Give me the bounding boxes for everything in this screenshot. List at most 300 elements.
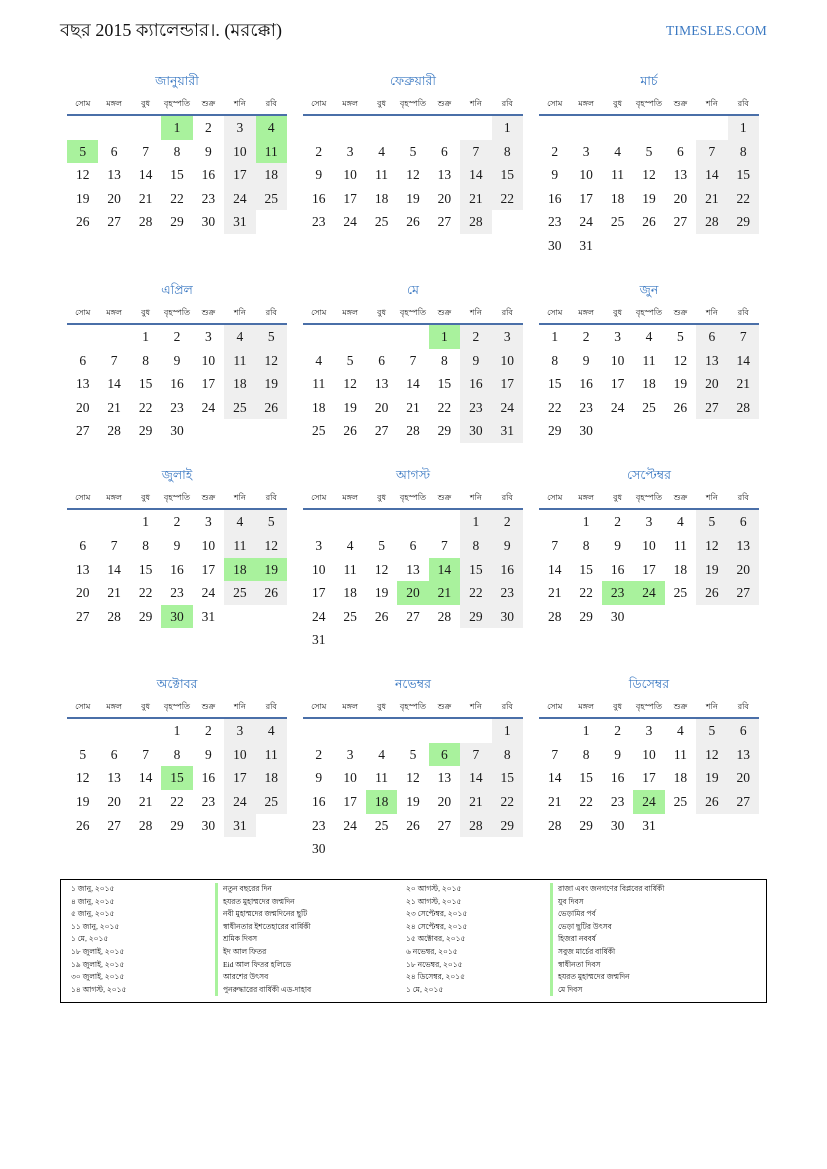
day-cell: 9 <box>551 167 559 183</box>
day-cell: 9 <box>614 537 621 553</box>
day-cell: 12 <box>642 167 656 183</box>
day-cell: 27 <box>374 423 389 439</box>
holiday-day-cell: 1 <box>429 325 460 349</box>
day-cell: 5 <box>346 352 354 368</box>
weekend-day-cell: 20 <box>728 766 759 790</box>
weekend-day-cell: 13 <box>728 743 759 767</box>
empty-day-cell <box>696 605 727 629</box>
day-cell: 7 <box>110 352 118 368</box>
day-cell: 12 <box>343 376 357 392</box>
day-grid <box>67 116 287 234</box>
weekday-label: রবি <box>501 99 513 108</box>
day-cell: 10 <box>343 770 357 786</box>
holiday-entry <box>406 883 741 896</box>
day-cell: 21 <box>107 585 121 601</box>
day-cell: 9 <box>315 770 323 786</box>
empty-day-cell <box>728 814 759 838</box>
day-cell: 27 <box>107 817 121 833</box>
holiday-date: ১৯ জুলাই, ২০১৫ <box>71 959 125 969</box>
day-cell: 27 <box>75 423 90 439</box>
empty-day-cell <box>98 325 129 349</box>
day-cell: 28 <box>547 817 562 833</box>
month-title: জানুয়ারী <box>155 74 199 88</box>
holiday-entry <box>406 933 741 946</box>
holiday-name: যুব দিবস <box>550 896 584 909</box>
weekend-day-cell: 22 <box>460 581 491 605</box>
weekday-label: বৃহস্পতি <box>163 307 191 317</box>
day-cell: 5 <box>677 328 684 344</box>
weekend-day-cell: 5 <box>696 510 727 534</box>
day-cell: 27 <box>437 817 452 833</box>
empty-day-cell <box>303 325 334 349</box>
day-cell: 24 <box>201 399 216 415</box>
day-grid <box>67 510 287 628</box>
day-cell: 29 <box>579 608 593 624</box>
day-cell: 23 <box>170 399 184 415</box>
day-cell: 4 <box>677 514 684 530</box>
month-calendar-5 <box>303 279 523 443</box>
empty-day-cell <box>130 116 161 140</box>
empty-day-cell <box>633 419 664 443</box>
holiday-entry <box>406 971 741 984</box>
day-cell: 29 <box>547 423 562 439</box>
holiday-day-cell: 14 <box>429 558 460 582</box>
day-cell: 14 <box>547 770 562 786</box>
empty-day-cell <box>492 210 523 234</box>
weekday-label: বৃহস্পতি <box>635 493 663 503</box>
empty-day-cell <box>665 814 696 838</box>
day-cell: 17 <box>343 190 357 206</box>
day-cell: 20 <box>75 585 90 601</box>
weekend-day-cell: 9 <box>492 534 523 558</box>
day-cell: 31 <box>311 632 326 648</box>
holiday-name: স্বাধীনতা দিবস <box>550 959 600 972</box>
day-cell: 10 <box>610 352 625 368</box>
weekend-day-cell: 25 <box>224 396 255 420</box>
weekend-day-cell: 15 <box>460 558 491 582</box>
day-cell: 15 <box>138 561 153 577</box>
day-cell: 14 <box>107 561 121 577</box>
weekday-label: শনি <box>705 99 718 108</box>
day-cell: 7 <box>551 746 559 762</box>
day-cell: 5 <box>409 746 417 762</box>
day-cell: 16 <box>547 190 562 206</box>
holiday-day-cell: 5 <box>67 140 98 164</box>
weekday-label: বৃহস্পতি <box>163 702 191 712</box>
day-cell: 9 <box>173 537 181 553</box>
weekend-day-cell: 27 <box>728 790 759 814</box>
weekday-label: বুধ <box>377 493 387 503</box>
day-cell: 15 <box>437 376 452 392</box>
holiday-entry <box>71 921 406 934</box>
day-cell: 20 <box>75 399 90 415</box>
empty-day-cell <box>492 837 523 861</box>
empty-day-cell <box>665 116 696 140</box>
day-cell: 7 <box>441 537 448 553</box>
weekend-day-cell: 28 <box>460 814 491 838</box>
day-cell: 30 <box>311 841 326 857</box>
day-cell: 8 <box>582 537 590 553</box>
weekday-header <box>67 93 287 116</box>
day-cell: 30 <box>170 423 184 439</box>
weekend-day-cell: 4 <box>256 719 287 743</box>
day-cell: 9 <box>614 746 621 762</box>
day-cell: 17 <box>579 190 593 206</box>
weekday-label: শনি <box>233 493 246 503</box>
day-cell: 26 <box>406 214 420 230</box>
weekend-day-cell: 11 <box>224 349 255 373</box>
empty-day-cell <box>303 719 334 743</box>
empty-day-cell <box>67 325 98 349</box>
holiday-name: Eid আল ফিতর হলিডে <box>215 959 291 972</box>
empty-day-cell <box>366 719 397 743</box>
day-cell: 25 <box>642 399 656 415</box>
empty-day-cell <box>429 719 460 743</box>
holiday-name: স্বাধীনতার ইশতেহারের বার্ষিকী <box>215 921 311 934</box>
day-cell: 10 <box>311 561 326 577</box>
day-cell: 25 <box>673 794 688 810</box>
day-cell: 13 <box>437 167 452 183</box>
day-cell: 13 <box>75 561 90 577</box>
day-cell: 22 <box>170 190 184 206</box>
day-cell: 29 <box>437 423 452 439</box>
day-cell: 28 <box>406 423 420 439</box>
holiday-name: শ্রমিক দিবস <box>215 933 257 946</box>
day-cell: 16 <box>201 770 216 786</box>
weekday-label: শনি <box>469 99 482 108</box>
month-title: এপ্রিল <box>161 282 193 297</box>
day-cell: 11 <box>673 746 687 762</box>
holiday-entry <box>406 959 741 972</box>
month-title: মার্চ <box>640 74 658 88</box>
weekday-label: বুধ <box>141 493 151 503</box>
empty-day-cell <box>303 116 334 140</box>
day-cell: 12 <box>406 770 420 786</box>
holiday-entry <box>406 946 741 959</box>
empty-day-cell <box>696 234 727 258</box>
day-cell: 18 <box>610 190 625 206</box>
day-cell: 3 <box>315 537 323 553</box>
empty-day-cell <box>602 116 633 140</box>
day-cell: 13 <box>75 376 90 392</box>
weekday-label: মঙ্গল <box>342 702 358 712</box>
weekday-label: রবি <box>501 307 513 317</box>
weekend-day-cell: 13 <box>696 349 727 373</box>
empty-day-cell <box>429 628 460 652</box>
month-title: আগস্ট <box>395 468 431 483</box>
day-grid <box>67 719 287 837</box>
empty-day-cell <box>429 510 460 534</box>
weekday-header <box>539 487 759 510</box>
day-cell: 31 <box>201 608 216 624</box>
day-cell: 6 <box>409 537 417 553</box>
weekend-day-cell: 26 <box>696 790 727 814</box>
weekday-label: বৃহস্পতি <box>163 99 191 108</box>
day-cell: 1 <box>142 514 149 530</box>
month-calendar-7 <box>67 464 287 628</box>
day-cell: 10 <box>642 746 656 762</box>
day-cell: 14 <box>138 167 153 183</box>
day-cell: 23 <box>547 214 562 230</box>
month-row <box>67 279 759 443</box>
holiday-day-cell: 6 <box>429 743 460 767</box>
empty-day-cell <box>67 719 98 743</box>
day-cell: 4 <box>378 143 385 159</box>
weekend-day-cell: 19 <box>696 766 727 790</box>
day-cell: 20 <box>107 190 121 206</box>
day-cell: 30 <box>547 237 562 253</box>
day-cell: 3 <box>645 514 653 530</box>
weekend-day-cell: 15 <box>728 163 759 187</box>
day-cell: 19 <box>75 190 90 206</box>
day-cell: 5 <box>378 537 385 553</box>
holiday-entry <box>71 971 406 984</box>
day-cell: 14 <box>406 376 420 392</box>
weekend-day-cell: 1 <box>492 116 523 140</box>
month-calendar-8 <box>303 464 523 652</box>
empty-day-cell <box>334 325 365 349</box>
empty-day-cell <box>67 510 98 534</box>
day-cell: 21 <box>547 585 562 601</box>
holiday-date: ২৪ সেপ্টেম্বর, ২০১৫ <box>406 921 468 931</box>
day-cell: 28 <box>107 608 121 624</box>
weekday-header <box>303 302 523 325</box>
day-cell: 27 <box>437 214 452 230</box>
day-cell: 25 <box>610 214 625 230</box>
weekday-header <box>539 93 759 116</box>
empty-day-cell <box>130 719 161 743</box>
holiday-day-cell: 30 <box>161 605 192 629</box>
day-cell: 3 <box>346 746 354 762</box>
weekday-label: শুক্র <box>437 99 452 108</box>
weekend-day-cell: 5 <box>256 325 287 349</box>
day-cell: 15 <box>547 376 562 392</box>
weekday-label: শুক্র <box>673 99 688 108</box>
holiday-name: পুনরুদ্ধারের বার্ষিকী এড-দাহাব <box>215 984 311 997</box>
holiday-day-cell: 20 <box>397 581 428 605</box>
day-cell: 29 <box>138 423 153 439</box>
day-cell: 23 <box>201 794 216 810</box>
weekend-day-cell: 19 <box>696 558 727 582</box>
day-cell: 24 <box>201 585 216 601</box>
weekday-label: সোম <box>311 99 327 108</box>
day-cell: 7 <box>551 537 559 553</box>
empty-day-cell <box>98 116 129 140</box>
weekday-label: সোম <box>547 99 563 108</box>
day-cell: 18 <box>673 561 688 577</box>
weekday-label: বৃহস্পতি <box>399 493 427 503</box>
day-cell: 16 <box>170 376 184 392</box>
weekend-day-cell: 15 <box>492 766 523 790</box>
weekday-label: রবি <box>265 493 277 503</box>
weekend-day-cell: 18 <box>256 766 287 790</box>
holiday-name: ভেড়া ছুটির উৎসব <box>550 921 612 934</box>
empty-day-cell <box>256 814 287 838</box>
weekday-label: শুক্র <box>437 702 452 712</box>
day-cell: 23 <box>311 214 326 230</box>
weekday-label: রবি <box>501 493 513 503</box>
day-cell: 2 <box>614 514 621 530</box>
holiday-name: হযরত মুহাম্মদের জন্মদিন <box>550 971 630 984</box>
weekend-day-cell: 8 <box>492 743 523 767</box>
empty-day-cell <box>429 837 460 861</box>
day-cell: 26 <box>75 817 90 833</box>
weekend-day-cell: 1 <box>728 116 759 140</box>
day-grid <box>303 116 523 234</box>
day-cell: 13 <box>107 167 121 183</box>
weekend-day-cell: 1 <box>492 719 523 743</box>
weekday-label: মঙ্গল <box>106 307 122 317</box>
weekday-label: সোম <box>75 307 91 317</box>
holiday-day-cell: 24 <box>633 581 664 605</box>
empty-day-cell <box>366 837 397 861</box>
day-cell: 18 <box>311 399 326 415</box>
empty-day-cell <box>366 628 397 652</box>
weekend-day-cell: 21 <box>460 790 491 814</box>
weekday-label: বুধ <box>613 99 623 108</box>
day-cell: 15 <box>170 167 184 183</box>
day-cell: 23 <box>170 585 184 601</box>
empty-day-cell <box>397 116 428 140</box>
day-cell: 29 <box>579 817 593 833</box>
day-cell: 26 <box>642 214 656 230</box>
holiday-name: সবুজ মার্চের বার্ষিকী <box>550 946 615 959</box>
day-cell: 25 <box>374 214 389 230</box>
weekend-day-cell: 1 <box>460 510 491 534</box>
day-cell: 22 <box>547 399 562 415</box>
month-row <box>67 70 759 258</box>
day-cell: 12 <box>75 167 90 183</box>
weekend-day-cell: 5 <box>256 510 287 534</box>
day-cell: 9 <box>205 746 212 762</box>
empty-day-cell <box>334 837 365 861</box>
day-grid <box>539 719 759 837</box>
weekend-day-cell: 7 <box>460 140 491 164</box>
page-header <box>60 20 767 42</box>
day-cell: 2 <box>205 120 212 135</box>
holiday-date: ২১ আগস্ট, ২০১৫ <box>406 896 462 906</box>
day-cell: 6 <box>79 352 87 368</box>
day-cell: 4 <box>378 746 385 762</box>
weekend-day-cell: 24 <box>224 187 255 211</box>
weekday-label: বুধ <box>613 702 623 712</box>
holiday-entry <box>71 896 406 909</box>
day-cell: 4 <box>645 328 653 344</box>
weekday-header <box>67 696 287 719</box>
weekend-day-cell: 14 <box>460 163 491 187</box>
empty-day-cell <box>665 234 696 258</box>
holiday-entry <box>71 984 406 997</box>
month-title: অক্টোবর <box>156 677 198 692</box>
empty-day-cell <box>633 116 664 140</box>
weekday-label: বৃহস্পতি <box>635 702 663 712</box>
weekday-label: শুক্র <box>673 702 688 712</box>
holiday-day-cell: 15 <box>161 766 192 790</box>
day-cell: 17 <box>343 794 357 810</box>
day-cell: 30 <box>610 817 625 833</box>
weekday-label: সোম <box>547 307 563 317</box>
weekday-label: শুক্র <box>673 493 688 503</box>
weekend-day-cell: 4 <box>224 325 255 349</box>
day-cell: 9 <box>205 143 212 159</box>
month-title: জুলাই <box>161 468 193 483</box>
day-cell: 4 <box>677 723 684 739</box>
empty-day-cell <box>728 419 759 443</box>
day-cell: 4 <box>346 537 354 553</box>
weekday-label: বৃহস্পতি <box>635 99 663 108</box>
day-cell: 21 <box>138 794 153 810</box>
day-cell: 16 <box>170 561 184 577</box>
empty-day-cell <box>397 628 428 652</box>
day-cell: 27 <box>406 608 420 624</box>
holiday-legend <box>60 879 767 1003</box>
empty-day-cell <box>665 605 696 629</box>
holiday-name: মে দিবস <box>550 984 582 997</box>
weekend-day-cell: 15 <box>492 163 523 187</box>
day-cell: 31 <box>642 817 656 833</box>
day-cell: 2 <box>205 723 212 739</box>
weekend-day-cell: 18 <box>224 372 255 396</box>
weekend-day-cell: 16 <box>460 372 491 396</box>
weekday-label: বৃহস্পতি <box>399 99 427 108</box>
holiday-date: ২৪ ডিসেম্বর, ২০১৫ <box>406 972 466 982</box>
day-cell: 18 <box>343 585 357 601</box>
day-cell: 13 <box>673 167 688 183</box>
day-cell: 17 <box>642 561 656 577</box>
weekday-label: বুধ <box>613 493 623 503</box>
holiday-date: ৩০ জুলাই, ২০১৫ <box>71 972 125 982</box>
month-title: জুন <box>639 282 659 297</box>
day-cell: 10 <box>201 352 216 368</box>
day-cell: 25 <box>673 585 688 601</box>
weekend-day-cell: 26 <box>256 581 287 605</box>
weekend-day-cell: 29 <box>728 210 759 234</box>
weekend-day-cell: 26 <box>696 581 727 605</box>
weekend-day-cell: 12 <box>256 349 287 373</box>
day-cell: 11 <box>611 167 625 183</box>
empty-day-cell <box>256 419 287 443</box>
weekday-label: বুধ <box>377 307 387 317</box>
empty-day-cell <box>460 116 491 140</box>
empty-day-cell <box>492 628 523 652</box>
month-title: ফেব্রুয়ারী <box>389 74 437 88</box>
weekday-label: বুধ <box>613 307 623 317</box>
weekend-day-cell: 7 <box>728 325 759 349</box>
weekday-label: রবি <box>265 99 277 108</box>
weekend-day-cell: 25 <box>256 790 287 814</box>
day-cell: 15 <box>579 770 593 786</box>
weekday-label: সোম <box>75 99 91 108</box>
weekend-day-cell: 25 <box>256 187 287 211</box>
month-calendar-9 <box>539 464 759 628</box>
weekday-label: বৃহস্পতি <box>399 702 427 712</box>
empty-day-cell <box>334 116 365 140</box>
month-row <box>67 464 759 652</box>
site-name-link[interactable]: TIMESLES.COM <box>665 23 767 38</box>
day-cell: 21 <box>406 399 420 415</box>
holiday-entry <box>71 883 406 896</box>
day-cell: 19 <box>75 794 90 810</box>
day-cell: 3 <box>645 723 653 739</box>
weekday-label: শুক্র <box>201 99 216 108</box>
weekday-label: রবি <box>501 702 513 712</box>
day-cell: 23 <box>201 190 216 206</box>
weekday-label: শুক্র <box>201 307 216 317</box>
weekday-label: মঙ্গল <box>342 307 358 317</box>
weekday-label: শনি <box>705 702 718 712</box>
weekday-label: বুধ <box>141 702 151 712</box>
day-cell: 23 <box>579 399 593 415</box>
